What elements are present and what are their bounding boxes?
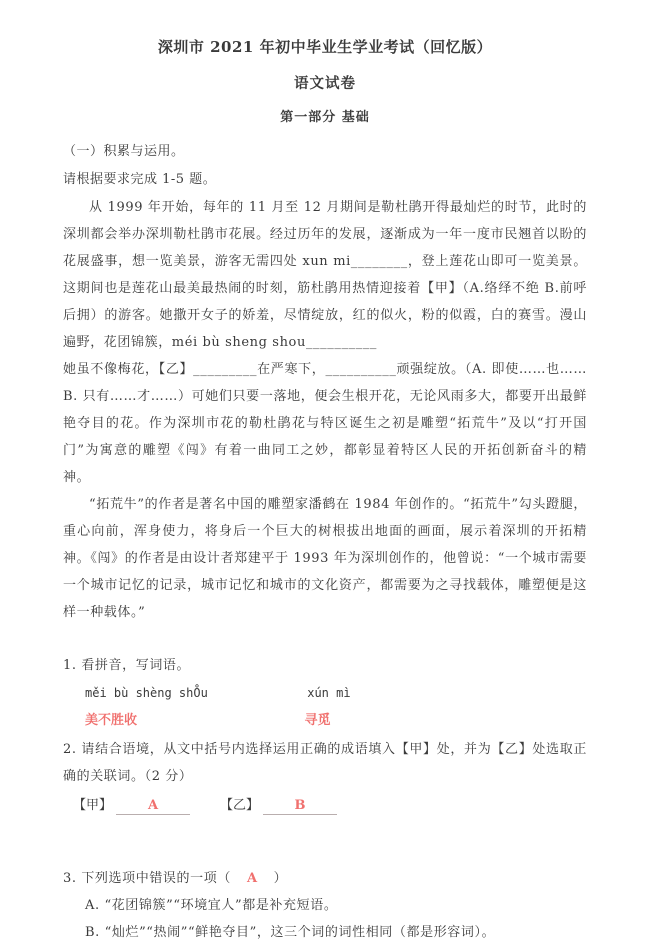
yi-answer-blank [263, 798, 337, 815]
question-3-stem-prefix: 3. 下列选项中错误的一项（ [63, 871, 231, 886]
jia-answer-blank [116, 798, 190, 815]
question-3-option-b: B. “灿烂”“热闹”“鲜艳夺目”，这三个词的词性相同（都是形容词）。 [85, 925, 496, 940]
question-3-option-a: A. “花团锦簇”“环境宜人”都是补充短语。 [85, 898, 338, 913]
page-title: 深圳市 2021 年初中毕业生学业考试（回忆版） [157, 38, 493, 56]
paper-subtitle: 语文试卷 [294, 75, 356, 92]
yi-answer: B [294, 798, 306, 813]
question-1 [63, 652, 587, 735]
question-3-answer: A [246, 871, 258, 886]
instruction-text: 请根据要求完成 1-5 题。 [63, 172, 217, 187]
answer-word-1: 美不胜收 [85, 713, 138, 728]
question-3-stem-suffix: ） [273, 871, 288, 886]
subsection-heading: （一）积累与运用。 [63, 144, 185, 159]
question-1-pinyin-row [63, 679, 587, 707]
question-2-answer-line [63, 792, 587, 819]
jia-label: 【甲】 [73, 798, 113, 813]
question-2 [63, 736, 587, 819]
answer-word-2: 寻觅 [304, 713, 331, 728]
pinyin-word-1: měi bù shèng shO̊u [85, 686, 208, 700]
passage-paragraph-3: “拓荒牛”的作者是著名中国的雕塑家潘鹤在 1984 年创作的。“拓荒牛”勾头蹬腿，重心向前，浑身使力，将身后一个巨大的树根拔出地面的画面，展示着深圳的开拓精神。《闯》的作者是由设计者郑建平于 1993 年为深圳创作的，他曾说：“一个城市需要一个城市记忆的记录，城市记忆和城市的文化资产，都需要为之寻找载体，雕塑便是这样一种载体。” [63, 497, 587, 620]
passage-paragraph-1: 从 1999 年开始，每年的 11 月至 12 月期间是勒杜鹃开得最灿烂的时节，此时的深圳都会举办深圳勒杜鹃市花展。经过历年的发展，逐渐成为一年一度市民翘首以盼的花展盛事，想一览美景，游客无需四处 xun mi________，登上莲花山即可一览美景。这期间也是莲花山最美最热闹的时刻，筋杜鹃用热情迎接着【甲】（A.络绎不绝 B.前呼后拥）的游客。她撒开女子的娇羞，尽情绽放，红的似火，粉的似霞，白的赛雪。漫山遍野，花团锦簇，méi bù sheng shou__________ [63, 200, 587, 350]
yi-label: 【乙】 [220, 798, 260, 813]
question-3-stem [63, 865, 587, 892]
reading-passage [63, 194, 601, 626]
question-3 [63, 865, 587, 946]
part-heading: 第一部分 基础 [280, 110, 370, 125]
question-2-stem: 2. 请结合语境，从文中括号内选择运用正确的成语填入【甲】处，并为【乙】处选取正确的关联词。（2 分） [63, 742, 587, 784]
jia-answer: A [147, 798, 159, 813]
question-1-stem: 1. 看拼音，写词语。 [63, 658, 191, 673]
passage-paragraph-2: 她虽不像梅花，【乙】_________在严寒下，__________顽强绽放。（A. 即使……也…… B. 只有……才……）可她们只要一落地，便会生根开花，无论风雨多大，都要开出最鲜艳夺目的花。作为深圳市花的勒杜鹃花与特区诞生之初是雕塑“拓荒牛”及以“打开国门”为寓意的雕塑《闯》有着一曲同工之妙，都彰显着特区人民的开拓创新奋斗的精神。 [63, 362, 601, 485]
pinyin-word-2: xún mì [307, 686, 351, 700]
question-1-answer-row [63, 707, 587, 735]
